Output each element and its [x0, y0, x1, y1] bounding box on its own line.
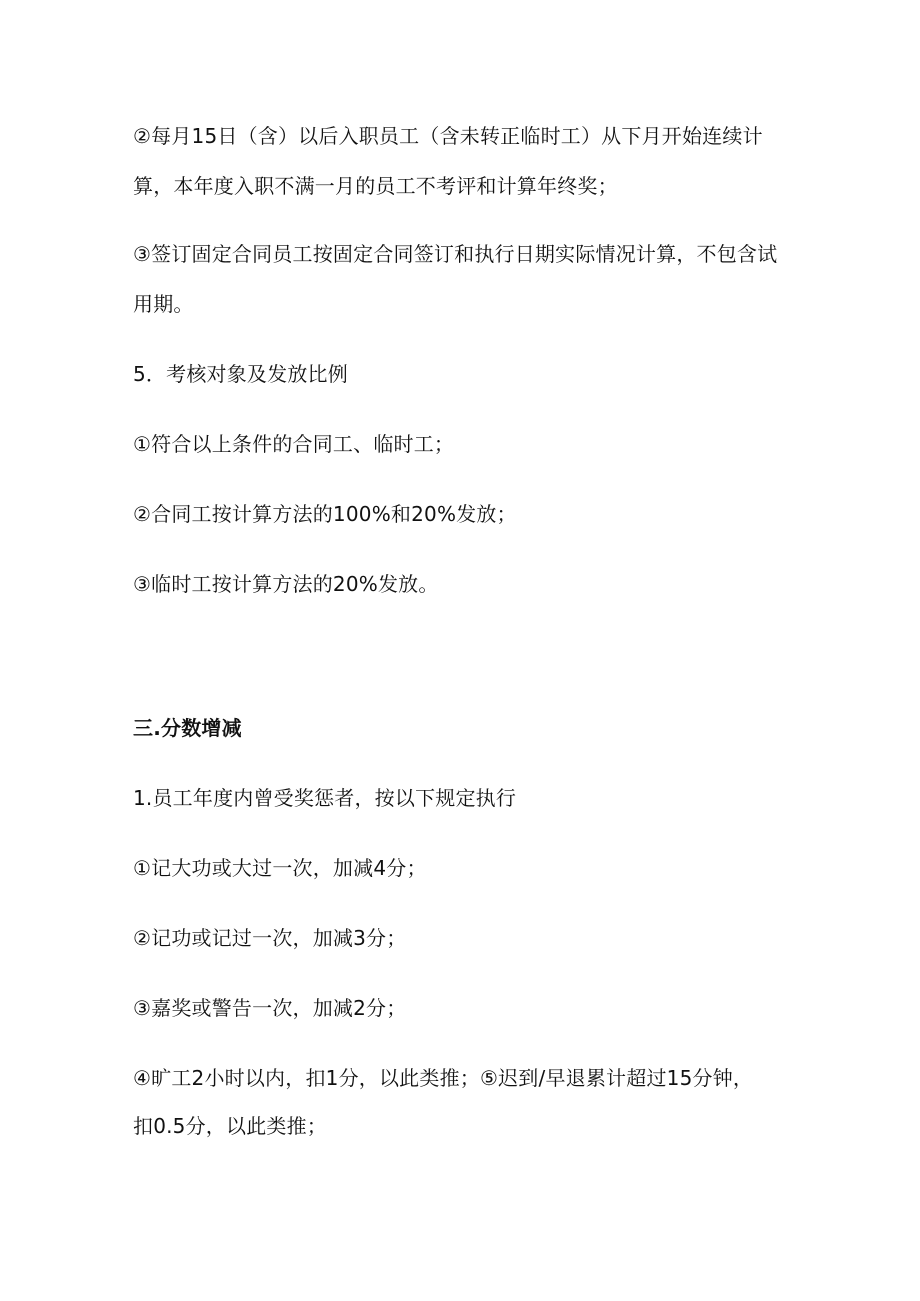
paragraph-line: ①记大功或大过一次，加减4分；	[133, 856, 427, 880]
paragraph-line: ②合同工按计算方法的100%和20%发放；	[133, 502, 517, 526]
paragraph-line: ①符合以上条件的合同工、临时工；	[133, 432, 455, 456]
paragraph-line: 扣0.5分，以此类推；	[133, 1114, 328, 1138]
paragraph-line: 1.员工年度内曾受奖惩者，按以下规定执行	[133, 786, 517, 810]
paragraph-line: ③嘉奖或警告一次，加减2分；	[133, 996, 407, 1020]
section-subheading: 5．考核对象及发放比例	[133, 362, 348, 386]
paragraph-line: ④旷工2小时以内，扣1分，以此类推；⑤迟到/早退累计超过15分钟，	[133, 1066, 754, 1090]
paragraph-line: ②记功或记过一次，加减3分；	[133, 926, 407, 950]
paragraph-line: 算，本年度入职不满一月的员工不考评和计算年终奖；	[133, 174, 618, 198]
paragraph-line: 用期。	[133, 292, 194, 316]
paragraph-line: ③临时工按计算方法的20%发放。	[133, 572, 439, 596]
paragraph-line: ②每月15日（含）以后入职员工（含未转正临时工）从下月开始连续计	[133, 124, 763, 148]
paragraph-line: ③签订固定合同员工按固定合同签订和执行日期实际情况计算，不包含试	[133, 242, 778, 266]
section-heading: 三.分数增减	[133, 716, 242, 740]
